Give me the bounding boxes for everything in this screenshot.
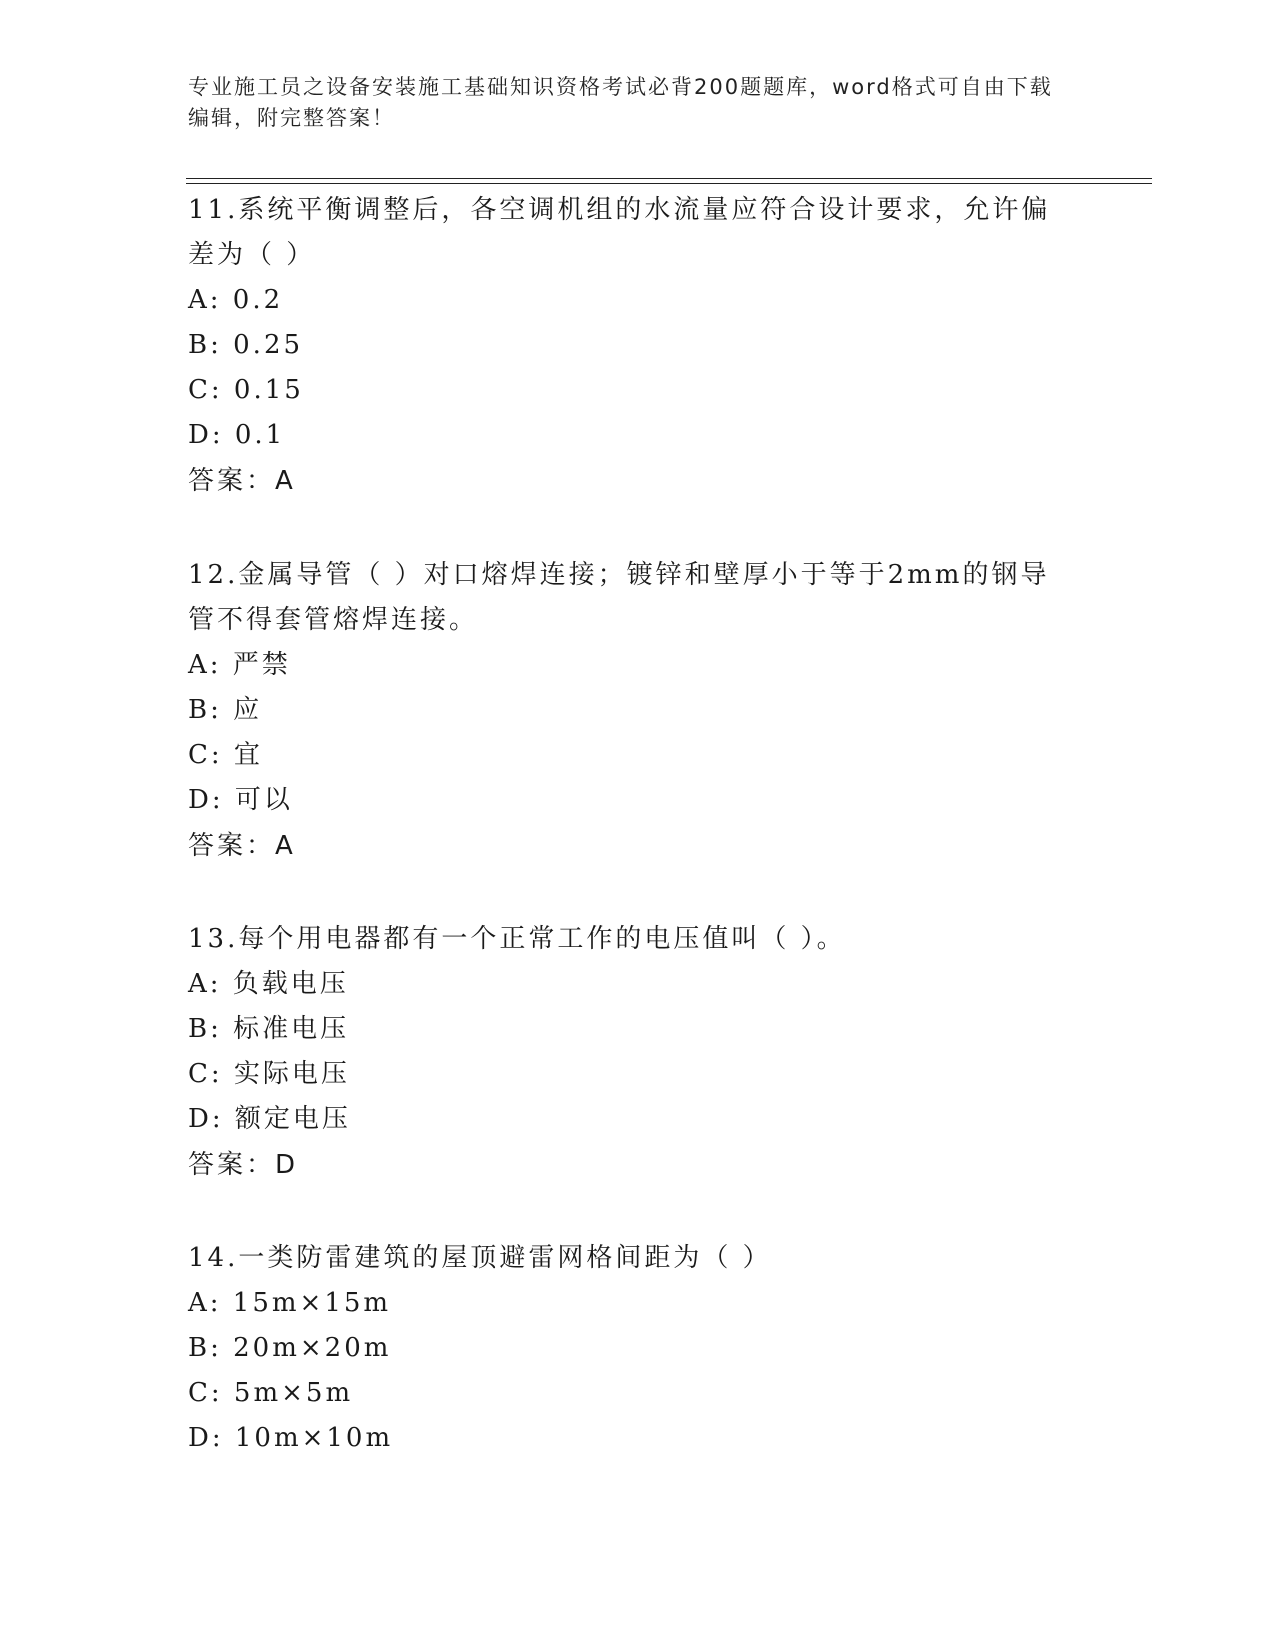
option-a: A: 15m×15m xyxy=(188,1288,392,1318)
option-d: D: 10m×10m xyxy=(188,1423,394,1453)
option-a: A: 0.2 xyxy=(188,285,284,315)
option-d: D: 额定电压 xyxy=(188,1104,351,1134)
option-b: B: 20m×20m xyxy=(188,1333,392,1363)
question-stem: 14.一类防雷建筑的屋顶避雷网格间距为（ ） xyxy=(188,1243,772,1273)
question-12 xyxy=(188,553,1088,869)
header-divider-bottom xyxy=(186,183,1152,184)
question-13 xyxy=(188,917,1088,1188)
header-divider-top xyxy=(186,178,1152,179)
option-b: B: 应 xyxy=(188,695,263,725)
option-c: C: 实际电压 xyxy=(188,1059,350,1089)
option-b: B: 标准电压 xyxy=(188,1014,350,1044)
option-c: C: 0.15 xyxy=(188,375,304,405)
answer-line: 答案：D xyxy=(188,1150,299,1180)
option-d: D: 可以 xyxy=(188,785,293,815)
question-stem: 13.每个用电器都有一个正常工作的电压值叫（ ）。 xyxy=(188,924,846,954)
question-stem: 12.金属导管（ ）对口熔焊连接；镀锌和壁厚小于等于2mm的钢导管不得套管熔焊连接。 xyxy=(188,560,1050,635)
question-11 xyxy=(188,188,1088,504)
option-b: B: 0.25 xyxy=(188,330,304,360)
document-header: 专业施工员之设备安装施工基础知识资格考试必背200题题库，word格式可自由下载编辑，附完整答案！ xyxy=(188,75,1053,130)
answer-line: 答案：A xyxy=(188,831,296,861)
option-c: C: 宜 xyxy=(188,740,263,770)
question-stem: 11.系统平衡调整后，各空调机组的水流量应符合设计要求，允许偏差为（ ） xyxy=(188,195,1051,270)
question-14 xyxy=(188,1236,1088,1461)
option-c: C: 5m×5m xyxy=(188,1378,354,1408)
option-a: A: 严禁 xyxy=(188,650,291,680)
option-d: D: 0.1 xyxy=(188,420,286,450)
option-a: A: 负载电压 xyxy=(188,969,349,999)
answer-line: 答案：A xyxy=(188,466,296,496)
